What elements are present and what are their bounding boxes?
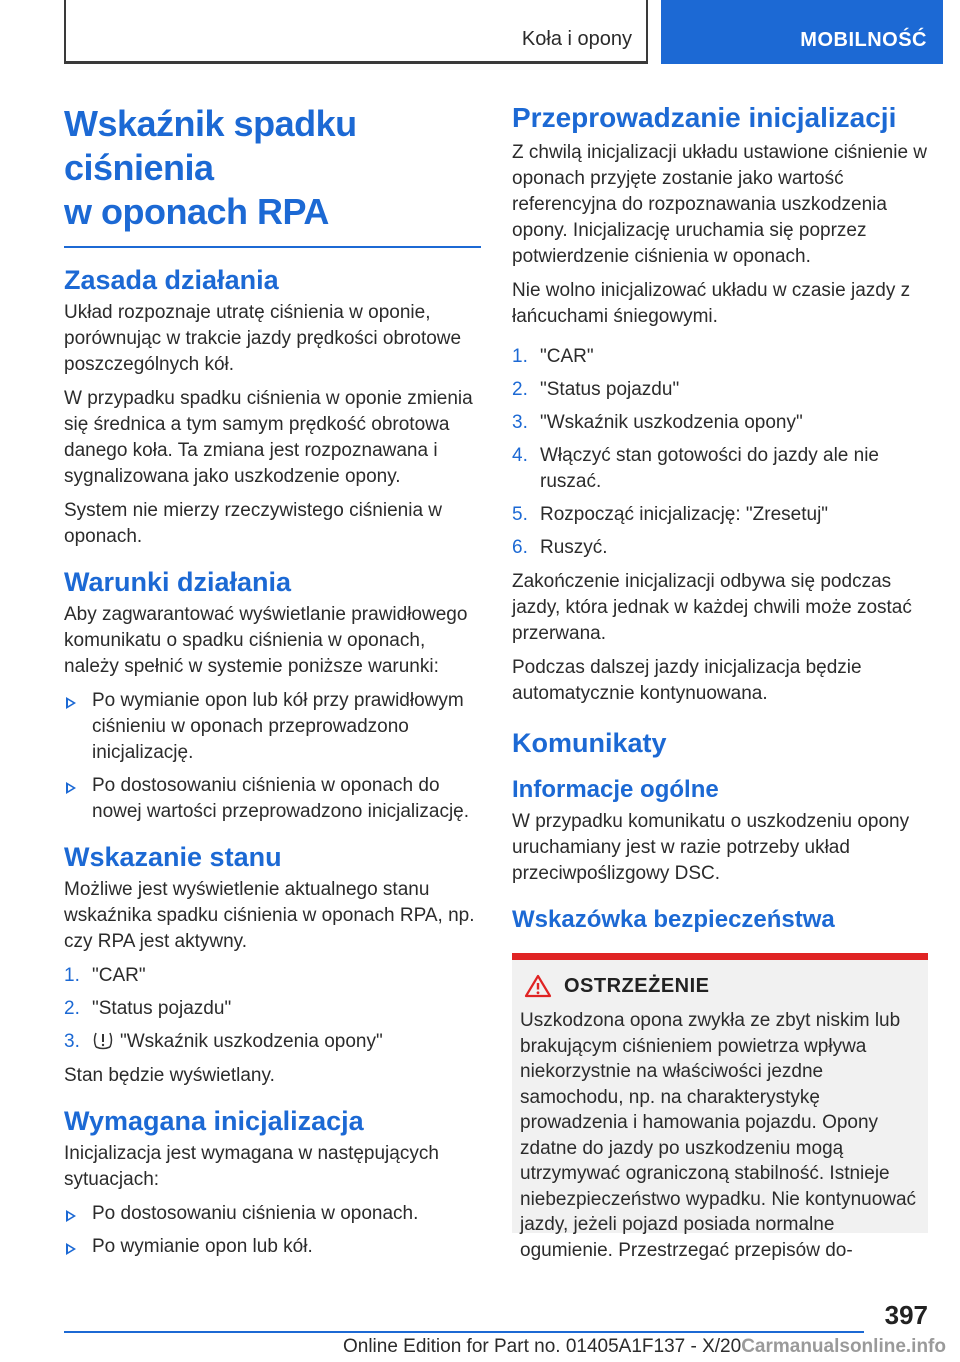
paragraph: Zakończenie inicjalizacji odbywa się podczas jazdy, która jednak w każdej chwili może zostać przerwana. [512, 571, 912, 644]
step-number: 2. [512, 379, 528, 400]
list-item: Po wymianie opon lub kół przy prawidłowym ciśnieniu w oponach przeprowadzono inicjalizację. [64, 688, 481, 766]
left-column [64, 102, 481, 1268]
heading-zasada: Zasada działania [64, 265, 279, 295]
heading-inicjalizacja: Przeprowadzanie inicjalizacji [512, 102, 897, 133]
page-number: 397 [884, 1300, 928, 1330]
list-item: 4. Włączyć stan gotowości do jazdy ale nie ruszać. [512, 445, 879, 492]
header-chapter-tab[interactable]: MOBILNOŚĆ [661, 0, 943, 64]
paragraph: Aby zagwarantować wyświetlanie prawidłowego komunikatu o spadku ciśnienia w oponach, należy spełnić w systemie poniższe warunki: [64, 604, 468, 677]
step-number: 5. [512, 504, 528, 525]
paragraph: W przypadku spadku ciśnienia w oponie zmienia się średnica a tym samym prędkość obrotowa danego koła. Ta zmiana jest rozpoznawana i sygnalizowana jako uszkodzenie opony. [64, 388, 473, 487]
list-item: Po dostosowaniu ciśnienia w oponach. [64, 1201, 481, 1227]
list-item: 1. "CAR" [512, 344, 928, 370]
list-item: 3. "Wskaźnik uszkodzenia opony" [512, 410, 928, 436]
list-item: Po dostosowaniu ciśnienia w oponach do nowej wartości przeprowadzono inicjalizację. [64, 773, 481, 825]
paragraph: Inicjalizacja jest wymagana w następujących sytuacjach: [64, 1143, 439, 1190]
warning-header [524, 974, 920, 998]
step-number: 2. [64, 998, 80, 1019]
title-divider [64, 246, 481, 248]
heading-wskazanie: Wskazanie stanu [64, 842, 282, 872]
list-item: 2. "Status pojazdu" [512, 377, 928, 403]
tire-pressure-warning-icon [92, 1030, 114, 1050]
step-number: 4. [512, 445, 528, 466]
list-item: 3. "Wskaźnik uszkodzenia opony" [64, 1029, 481, 1055]
watermark: Carmanualsonline.info [741, 1336, 946, 1357]
bullet-list [64, 688, 481, 825]
paragraph: Układ rozpoznaje utratę ciśnienia w oponie, porównując w trakcie jazdy prędkości obrotowe poszczególnych kół. [64, 302, 462, 375]
triangle-bullet-icon [66, 1243, 76, 1255]
list-item: 6. Ruszyć. [512, 535, 928, 561]
header-frame [64, 0, 648, 64]
subheading-bezpieczenstwo: Wskazówka bezpieczeństwa [512, 906, 835, 933]
step-number: 3. [512, 412, 528, 433]
footer-edition-text: Online Edition for Part no. 01405A1F137 - X/20 [342, 1336, 742, 1357]
bullet-list [64, 1201, 481, 1260]
subheading-informacje: Informacje ogólne [512, 776, 719, 803]
paragraph: System nie mierzy rzeczywistego ciśnienia w oponach. [64, 500, 443, 547]
list-item: Po wymianie opon lub kół. [64, 1234, 481, 1260]
paragraph: Stan będzie wyświetlany. [64, 1065, 275, 1086]
right-column [512, 102, 928, 1261]
triangle-bullet-icon [66, 697, 76, 709]
list-item: 1. "CAR" [64, 963, 481, 989]
list-item: 5. Rozpocząć inicjalizację: "Zresetuj" [512, 502, 928, 528]
step-number: 6. [512, 537, 528, 558]
warning-title: OSTRZEŻENIE [564, 974, 710, 997]
step-number: 1. [512, 346, 528, 367]
paragraph: Nie wolno inicjalizować układu w czasie jazdy z łańcuchami śniegowymi. [512, 280, 911, 327]
paragraph: Podczas dalszej jazdy inicjalizacja będzie automatycznie kontynuowana. [512, 657, 862, 704]
warning-box [512, 953, 928, 1261]
footer-divider [64, 1331, 864, 1333]
step-list [512, 344, 928, 561]
triangle-bullet-icon [66, 782, 76, 794]
paragraph: Z chwilą inicjalizacji układu ustawione ciśnienie w oponach przyjęte zostanie jako wartość referencyjna do rozpoznawania uszkodzenia opony. Inicjalizację uruchamia się poprzez potwierdzenie ciśnienia w oponach. [512, 142, 928, 267]
paragraph: Możliwe jest wyświetlenie aktualnego stanu wskaźnika spadku ciśnienia w oponach RPA, np. czy RPA jest aktywny. [64, 879, 475, 952]
page-title-line1: Wskaźnik spadku ciśnienia [64, 103, 357, 188]
paragraph: W przypadku komunikatu o uszkodzeniu opony uruchamiany jest w razie potrzeby układ przeciwpoślizgowy DSC. [512, 811, 910, 884]
step-list [64, 963, 481, 1055]
heading-warunki: Warunki działania [64, 567, 292, 597]
list-item: 2. "Status pojazdu" [64, 996, 481, 1022]
header-section-title: Koła i opony [521, 28, 632, 50]
step-number: 3. [64, 1031, 80, 1052]
page-title [64, 102, 481, 234]
footer-edition [343, 1336, 946, 1358]
step-number: 1. [64, 965, 80, 986]
heading-wymagana: Wymagana inicjalizacja [64, 1106, 364, 1136]
warning-text: Uszkodzona opona zwykła ze zbyt niskim lub brakującym ciśnieniem powietrza wpływa niekorzystnie na właściwości jezdne samochodu, np. na charakterystykę prowadzenia i hamowania pojazdu. Opony zdatne do jazdy po uszkodzeniu mogą utrzymywać ograniczoną stabilność. Istnieje niebezpieczeństwo wypadku. Nie kontynuować jazdy, jeżeli pojazd posiada normalne ogumienie. Przestrzegać przepisów do- [520, 1010, 917, 1261]
heading-komunikaty: Komunikaty [512, 728, 667, 758]
page-title-line2: w oponach RPA [64, 191, 329, 232]
warning-triangle-icon [524, 974, 552, 998]
triangle-bullet-icon [66, 1210, 76, 1222]
